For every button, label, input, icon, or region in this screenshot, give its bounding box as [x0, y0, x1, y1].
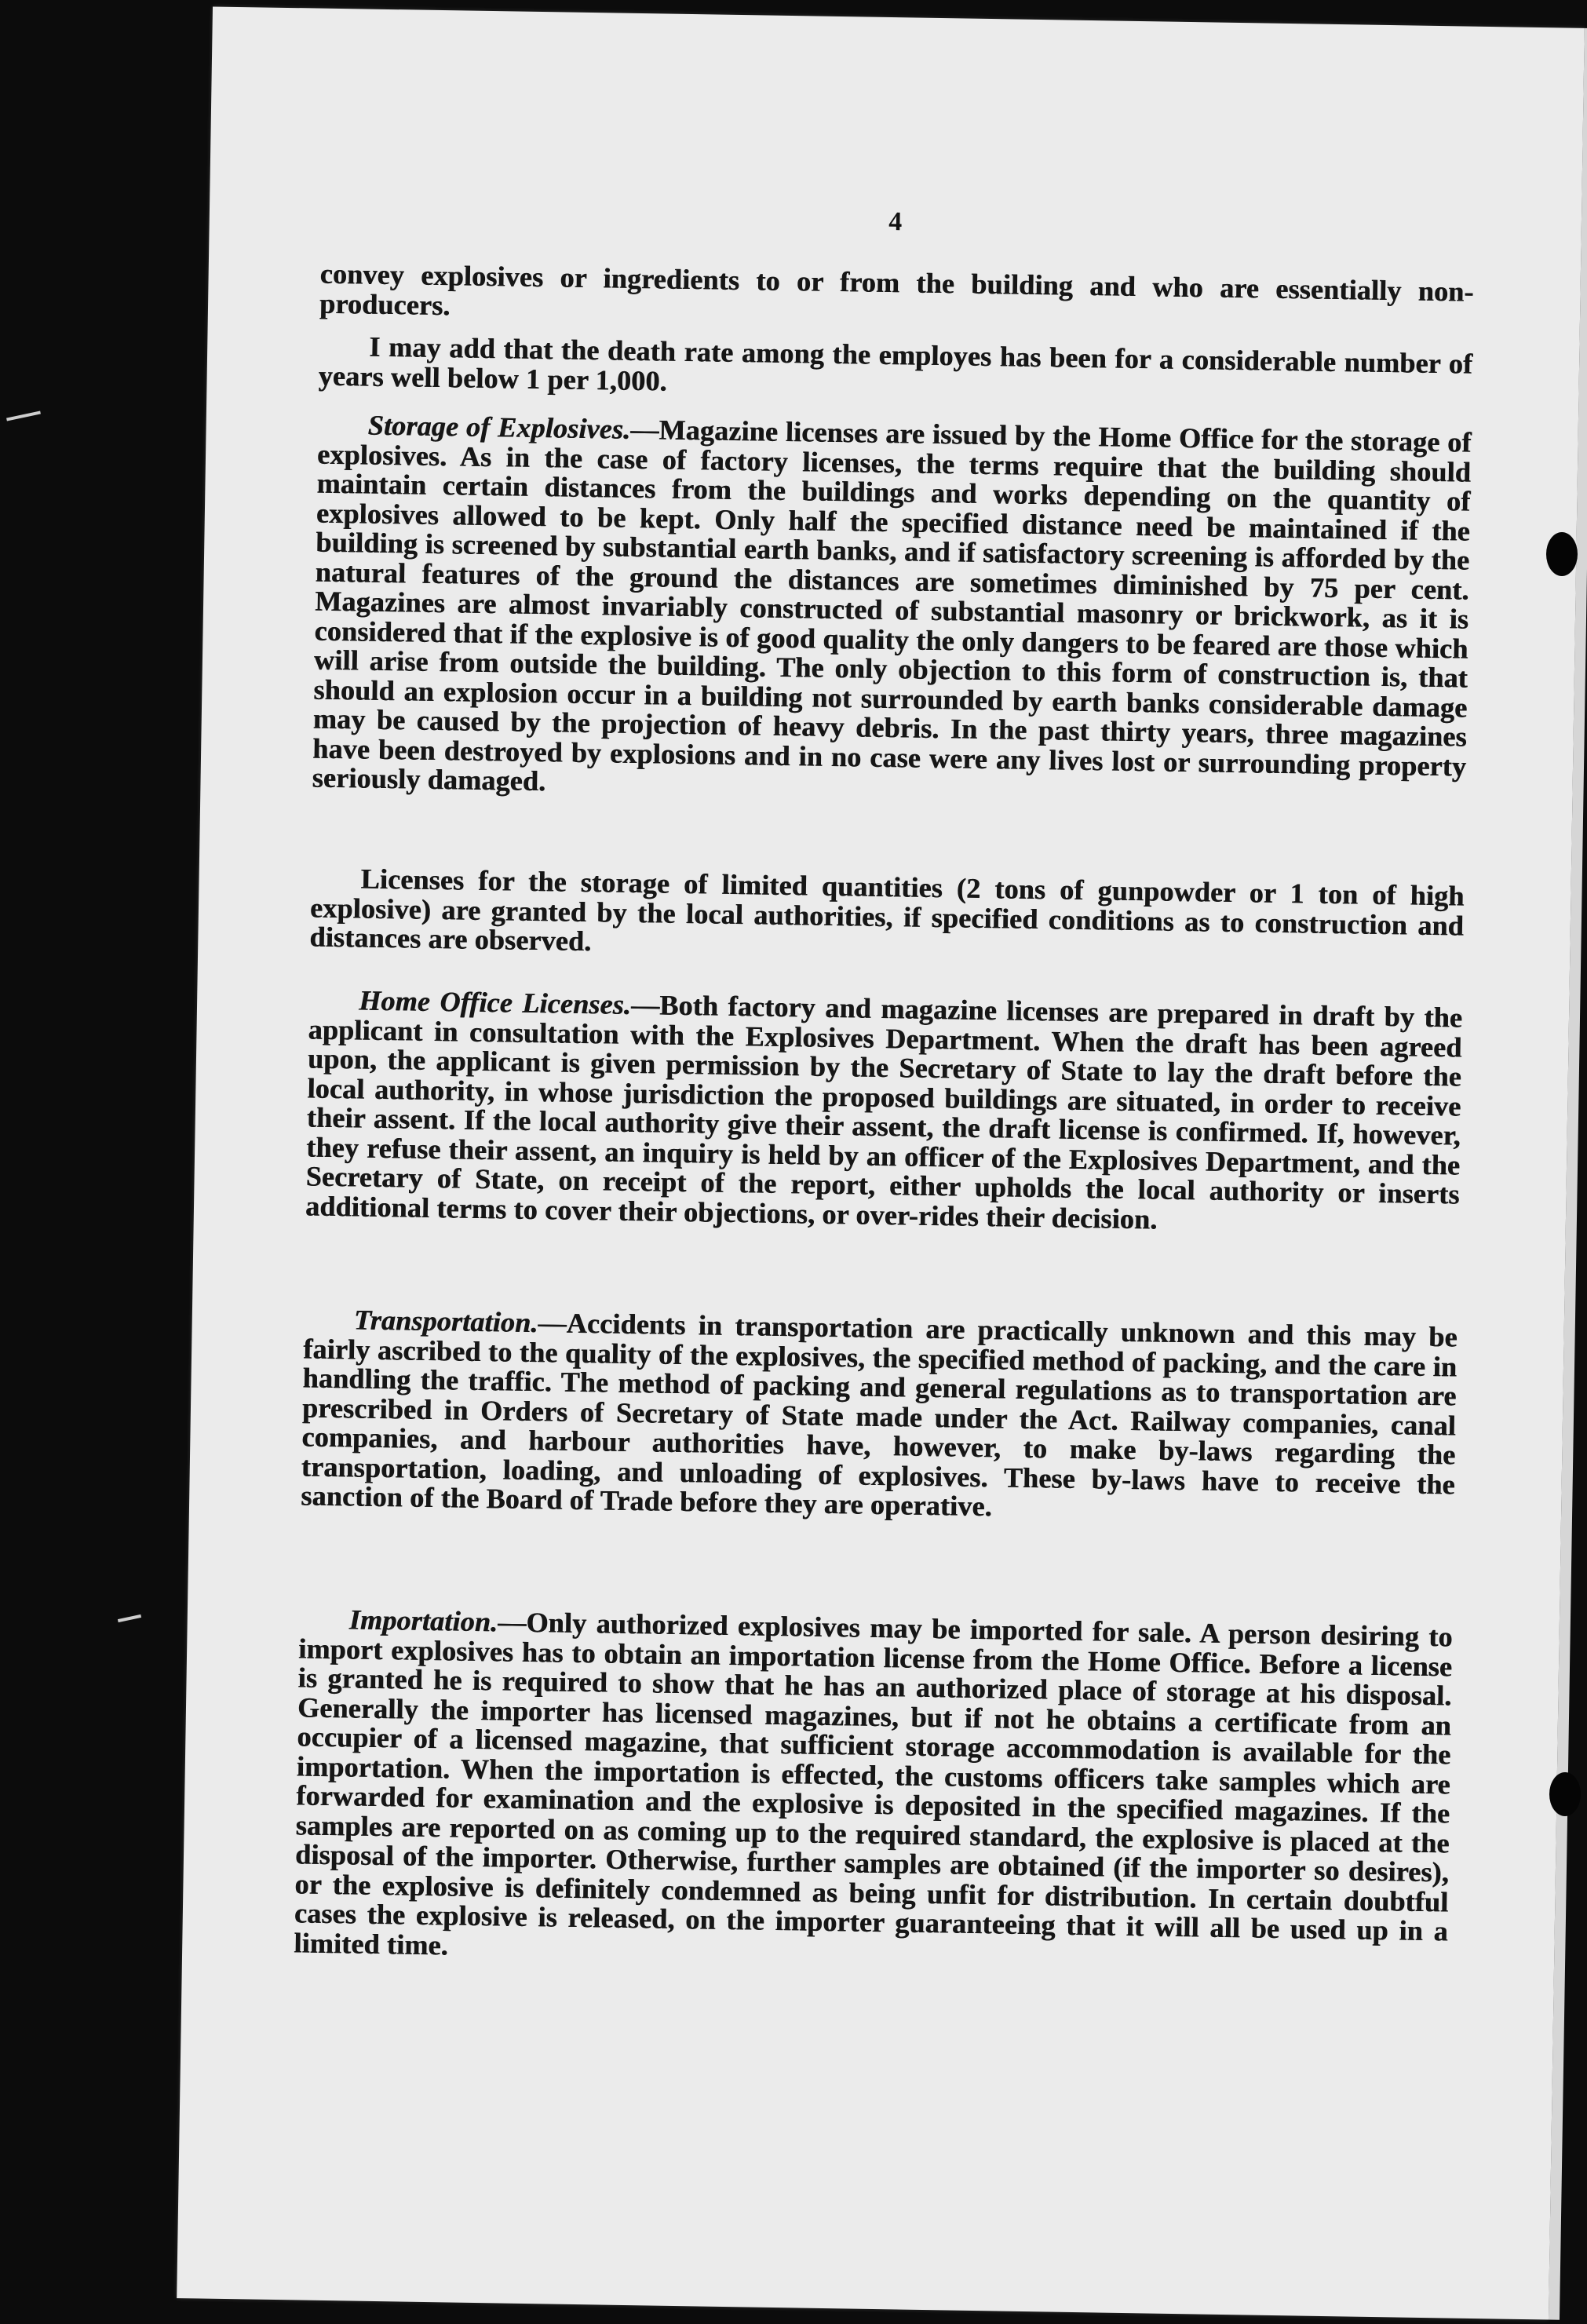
paragraph-continuation	[319, 257, 1474, 337]
paragraph-limited-licenses	[309, 864, 1465, 971]
page-number: 4	[888, 207, 903, 237]
paragraph-text: Licenses for the storage of limited quantities (2 tons of gunpowder or 1 ton of high explosive) are granted by the local authorities, if specified conditions as to construction and distances are observed.	[309, 863, 1465, 958]
home-office-body: —Both factory and magazine licenses are prepared in draft by the applicant in consultation with the Explosives Department. When the draft has been agreed upon, the applicant is given permission by the Secretary of State to lay the draft before the local authority, in whose jurisdiction the proposed buildings are situated, in order to receive their assent. If the local authority give their assent, the draft license is confirmed. If, however, they refuse their assent, an inquiry is held by an officer of the Explosives Department, and the Secretary of State, on receipt of the report, either upholds the local authority or inserts additional terms to cover their objections, or over-rides their decision.	[305, 988, 1463, 1235]
transportation-body: —Accidents in transportation are practically unknown and this may be fairly ascribed to the quality of the explosives, the specified method of packing, and the care in handling the traffic. The method of packing and general regulations as to transportation are prescribed in Orders of Secretary of State made under the Act. Railway companies, canal companies, and harbour authorities have, however, to make by-laws regarding the transportation, loading, and unloading of explosives. These by-laws have to receive the sanction of the Board of Trade before they are operative.	[300, 1307, 1457, 1523]
paragraph-text	[301, 1304, 1457, 1529]
paragraph-text: convey explosives or ingredients to or from the building and who are essentially non-producers.	[319, 257, 1474, 321]
section-heading-transportation: Transportation.	[353, 1304, 538, 1339]
document-page	[177, 6, 1585, 2319]
margin-scrap	[6, 410, 41, 421]
paragraph-importation	[294, 1604, 1453, 1976]
paragraph-death-rate	[318, 332, 1472, 409]
paragraph-text: I may add that the death rate among the employes has been for a considerable number of years well below 1 per 1,000.	[318, 330, 1473, 397]
page-edge	[1549, 28, 1587, 2320]
paragraph-storage	[312, 410, 1471, 812]
paragraph-transportation	[301, 1304, 1457, 1529]
section-heading-importation: Importation.	[348, 1603, 498, 1638]
importation-body: —Only authorized explosives may be imported for sale. A person desiring to import explosives has to obtain an importation license from the Home Office. Before a license is granted he is required to show that he has an authorized place of storage at his disposal. Generally the importer has licensed magazines, but if not he obtains a certificate from an occupier of a licensed magazine, that sufficient storage accommodation is available for the importation. When the importation is effected, the customs officers take samples which are forwarded for examination and the explosive is deposited in the specified magazines. If the samples are reported on as coming up to the required standard, the explosive is placed at the disposal of the importer. Otherwise, further samples are obtained (if the importer so desires), or the explosive is definitely condemned as being unfit for distribution. In certain doubtful cases the explosive is released, on the importer guaranteeing that it will all be used up in a limited time.	[293, 1606, 1453, 1961]
paragraph-text	[312, 410, 1471, 812]
paragraph-text	[294, 1604, 1453, 1976]
section-heading-home-office: Home Office Licenses.	[358, 984, 632, 1020]
punch-hole-upper	[1546, 532, 1578, 576]
storage-body: —Magazine licenses are issued by the Home Office for the storage of explosives. As in the case of factory licenses, the terms require that the building should maintain certain distances from the buildings and works depending on the quantity of explosives allowed to be kept. Only half the specified distance need be maintained if the building is screened by substantial earth banks, and if satisfactory screening is afforded by the natural features of the ground the distances are sometimes diminished by 75 per cent. Magazines are almost invariably constructed of substantial masonry or brickwork, as it is considered that if the explosive is of good quality the only dangers to be feared are those which will arise from outside the building. The only objection to this form of construction is, that should an explosion occur in a building not surrounded by earth banks considerable damage may be caused by the projection of heavy debris. In the past thirty years, three magazines have been destroyed by explosions and in no case were any lives lost or surrounding property seriously damaged.	[312, 413, 1472, 797]
margin-scrap	[118, 1614, 141, 1622]
paragraph-home-office	[305, 986, 1463, 1239]
paragraph-text	[305, 986, 1463, 1239]
punch-hole-lower	[1549, 1772, 1581, 1816]
section-heading-storage: Storage of Explosives.	[367, 409, 631, 445]
